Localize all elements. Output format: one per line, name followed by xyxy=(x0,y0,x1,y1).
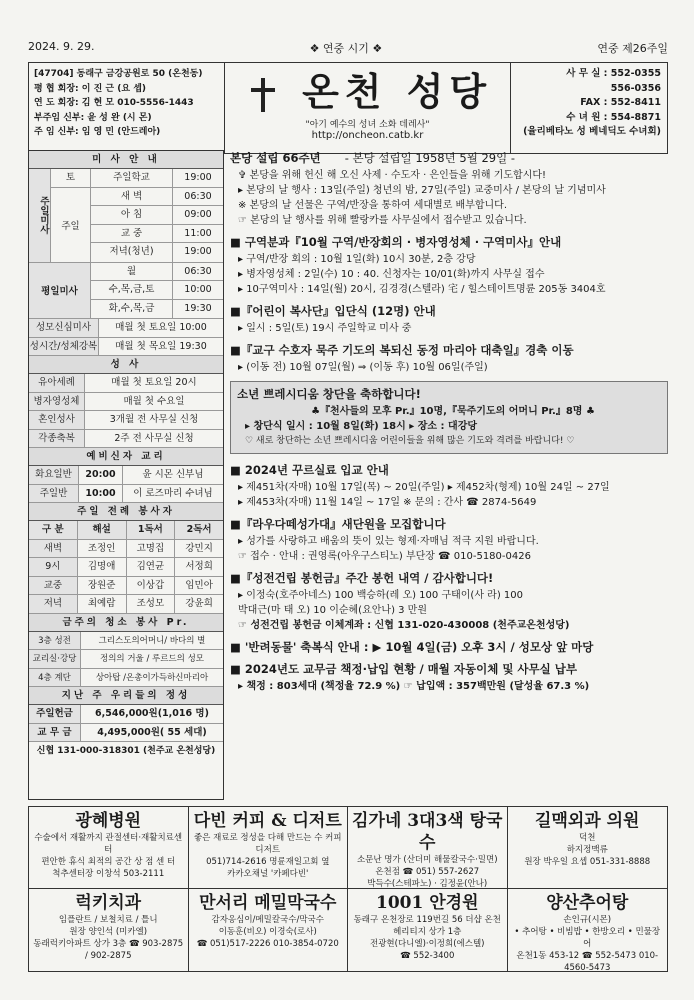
district-section: ■ 구역분과『10월 구역/반장회의 · 병자영성체 · 구역미사』안내 ▸ 구역/반장 회의 : 10월 1일(화) 10시 30분, 2층 강당 ▸ 병자영성체 : 2일(수) 10 : 40. 신청자는 10/01(화)까지 사무실 접수 ▸ 10구역미사 : 14일(월) 20시, 김경경(스텔라) 宅 / 힐스테이트명륜 205동 3404호 xyxy=(230,235,606,295)
convent-phone: 수 녀 원 : 554-8871 xyxy=(566,111,661,123)
bank-account: 신협 131-000-318301 (천주교 온천성당) xyxy=(36,746,216,756)
sunday-mass-block: 주일미사 토 주일학교 19:00 주일 새 벽 06:30 아 침 09:00 교 중 11:00 저녁(청년) 19:00 xyxy=(29,169,223,263)
liturgical-season: ❖ 연중 시기 ❖ xyxy=(309,42,383,55)
cleaning-title: 금주의 청소 봉사 Pr. xyxy=(29,614,223,632)
ad-buckwheat: 만서리 메밀막국수 감자옹심이/메밀칼국수/막국수 이동훈(비오) 이경숙(로사) ☎ 051)517-2226 010-3854-0720 xyxy=(189,889,349,971)
sacrament-title: 성 사 xyxy=(29,356,223,374)
liturgical-week: 연중 제26주일 xyxy=(597,42,668,55)
ad-noodle: 김가네 3대3색 탕국수 소문난 명가 (산더미 해물칼국수·밀면) 온천점 ☎ 051) 557-2627 박득수(스테파노) · 김정윤(안나) xyxy=(348,807,508,889)
weekday-mass-block: 평일미사 월 06:30 수,목,금,토 10:00 화,수,목,금 19:30 xyxy=(29,263,223,320)
ad-dental: 럭키치과 임플란트 / 보철치료 / 틀니 원장 양인석 (미카엘) 동래럭키아파트 상가 3층 ☎ 903-2875 / 902-2875 xyxy=(29,889,189,971)
ad-surgery: 길맥외과 의원 덕천 하지정맥류 원장 박우일 요셉 051-331-8888 xyxy=(508,807,668,889)
ad-hospital: 광혜병원 수술에서 재활까지 관절센터·재활치료센터 편안한 휴식 최적의 공간 상 점 센 터 척추센터장 이창석 503-2111 xyxy=(29,807,189,889)
main-notices xyxy=(230,150,668,800)
weekday-label: 평일미사 xyxy=(29,263,91,319)
offering-title: 지난 주 우리들의 정성 xyxy=(29,687,223,705)
council-president: 평 협 회장: 이 진 근 (요 셉) xyxy=(34,83,147,94)
ad-cafe: 다빈 커피 & 디저트 좋은 재료로 정성을 다해 만드는 수 커피 디저트 051)714-2616 명륜재일고회 옆 카카오채널 '카페다빈' xyxy=(189,807,349,889)
presidium-box: 소년 쁘레시디움 창단을 축하합니다! ♣『천사들의 모후 Pr.』10명,『묵주기도의 어머니 Pr.』8명 ♣ ▸ 창단식 일시 : 10월 8일(화) 18시 ▸ 장소 : 대강당 ♡ 새로 창단하는 소년 쁘레시디움 어린이들을 위해 많은 기도와 격려를 바랍니다! ♡ xyxy=(230,381,668,454)
sunday-label: 주일미사 xyxy=(29,169,51,262)
feast-transfer-section: ■『교구 수호자 묵주 기도의 복되신 동정 마리아 대축일』경축 이동 ▸ (이동 전) 10월 07일(월) ⇒ (이동 후) 10월 06일(주일) xyxy=(230,343,574,373)
address: [47704] 동래구 금강공원로 50 (온천동) xyxy=(34,69,203,79)
cross-icon xyxy=(243,76,283,116)
sidebar: 미 사 안 내 주일미사 토 주일학교 19:00 주일 새 벽 06:30 아 침 09:00 교 중 11:00 저녁(청년) 19:00 평일미사 월 06:30 수,목,금,토 10:00 화,수,목,금 19:30 성모신심미사 매월 첫 토요일 10:00 성시간/성체강복 매월 첫 목요일 19:30 성 사 유아세례 매월 첫 토요일 20시 병자영성체 매월 첫 수요일 혼인성사 3개월 전 사무실 신청 각종축복 2주 전 사무실 신청 예비신자 교리 화요일반 20:00 윤 시몬 신부님 주일반 10:00 이 로즈마리 수녀님 주일 전례 봉사자 구 분 해설 1독서 2독서 새벽 조정인 고명집 강민지 9시 김명애 김연균 서정희 교중 장원준 이상갑 임민아 저녁 최예람 조성모 강윤희 금주의 청소 봉사 Pr. 3층 성전 그리스도의어머니/ 바다의 별 교리실·강당 정의의 거울 / 루르드의 성모 4층 계단 상아탑 /온총이가득하신마리아 지난 주 우리들의 정성 주일헌금 6,546,000원(1,016 명) 교 무 금 4,495,000원( 55 세대) 신협 131-000-318301 (천주교 온천성당) xyxy=(28,150,224,800)
legion-president: 연 도 회장: 김 현 모 010-5556-1443 xyxy=(34,98,194,108)
office-phone-2: 556-0356 xyxy=(610,82,661,94)
parish-logo: 온천 성당 xyxy=(225,67,510,117)
assistant-priest: 부주임 신부: 윤 성 완 (시 몬) xyxy=(34,112,152,123)
ad-optician: 1001 안경원 동래구 온천장로 119번길 56 더샵 온천헤리티지 상가 1층 전광현(다니엘)·이정희(에스텔) ☎ 552-3400 xyxy=(348,889,508,971)
website-link[interactable]: http://oncheon.catb.kr xyxy=(311,130,424,141)
mass-title: 미 사 안 내 xyxy=(29,151,223,169)
pastor: 주 임 신부: 임 영 민 (안드레아) xyxy=(34,127,161,137)
fax: FAX : 552-8411 xyxy=(580,97,661,108)
slogan: "아기 예수의 성녀 소화 데레사" xyxy=(305,120,430,130)
header xyxy=(28,62,668,154)
top-bar xyxy=(28,40,668,60)
issue-date: 2024. 9. 29. xyxy=(28,40,95,53)
altar-servers-section: ■『어린이 복사단』입단식 (12명) 안내 ▸ 일시 : 5일(토) 19시 주일학교 미사 중 xyxy=(230,304,436,334)
header-phones xyxy=(511,63,667,153)
servers-title: 주일 전례 봉사자 xyxy=(29,503,223,521)
header-contacts xyxy=(29,63,225,153)
convent-name: (율리베타노 성 베네딕도 수녀회) xyxy=(523,126,661,137)
tithe-section: ■ 2024년도 교무금 책정·납입 현황 / 매월 자동이체 및 사무실 납부 ▸ 책정 : 803세대 (책정율 72.9 %) ☞ 납입액 : 357백만원 (달성율 67.3 %) xyxy=(230,662,590,692)
header-logo-area xyxy=(225,63,511,153)
building-fund-section: ■『성전건립 봉헌금』주간 봉헌 내역 / 감사합니다! ▸ 이정숙(호주아네스) 100 백승하(레 오) 100 구태이(사 라) 100 박대근(마 태 오) 10 이순혜(요안나) 3 만원 ☞ 성전건립 봉헌금 이체계좌 : 신협 131-020-430008 (천주교온천성당) xyxy=(230,571,570,631)
choir-section: ■『라우다떼성가대』새단원을 모집합니다 ▸ 성가를 사랑하고 배움의 뜻이 있는 형제·자매님 적극 지원 바랍니다. ☞ 접수 · 안내 : 권영록(아우구스티노) 부단장 ☎ 010-5180-0426 xyxy=(230,517,539,562)
anniversary-section: 본당 설립 66주년 - 본당 설립일 1958년 5월 29일 - ✞ 본당을 위해 헌신 해 오신 사제 · 수도자 · 은인들을 위해 기도합시다! ▸ 본당의 날 행사 : 13일(주일) 청년의 밤, 27일(주일) 교중미사 / 본당의 날 기념미사 ※ 본당의 날 선물은 구역/반장을 통하여 세대별로 배부합니다. ☞ 본당의 날 행사를 위해 빨랑카를 사무실에서 접수받고 있습니다. xyxy=(230,151,606,226)
pet-blessing-section: ■ '반려동물' 축복식 안내 : ▶ 10월 4일(금) 오후 3시 / 성모상 앞 마당 xyxy=(230,640,594,654)
catechism-title: 예비신자 교리 xyxy=(29,448,223,466)
ad-grid xyxy=(28,806,668,972)
office-phone: 사 무 실 : 552-0355 xyxy=(566,68,661,79)
cursillo-section: ■ 2024년 꾸르실료 입교 안내 ▸ 제451차(자매) 10월 17일(목) ~ 20일(주일) ▸ 제452차(형제) 10월 24일 ~ 27일 ▸ 제453차(자매) 11월 14일 ~ 17일 ※ 문의 : 간사 ☎ 2874-5649 xyxy=(230,463,610,508)
ad-loach-soup: 양산추어탕 손인규(시몬) • 추어탕 • 비빔밥 • 한방오리 • 민물장어 온천1동 453-12 ☎ 552-5473 010-4560-5473 xyxy=(514,893,661,971)
